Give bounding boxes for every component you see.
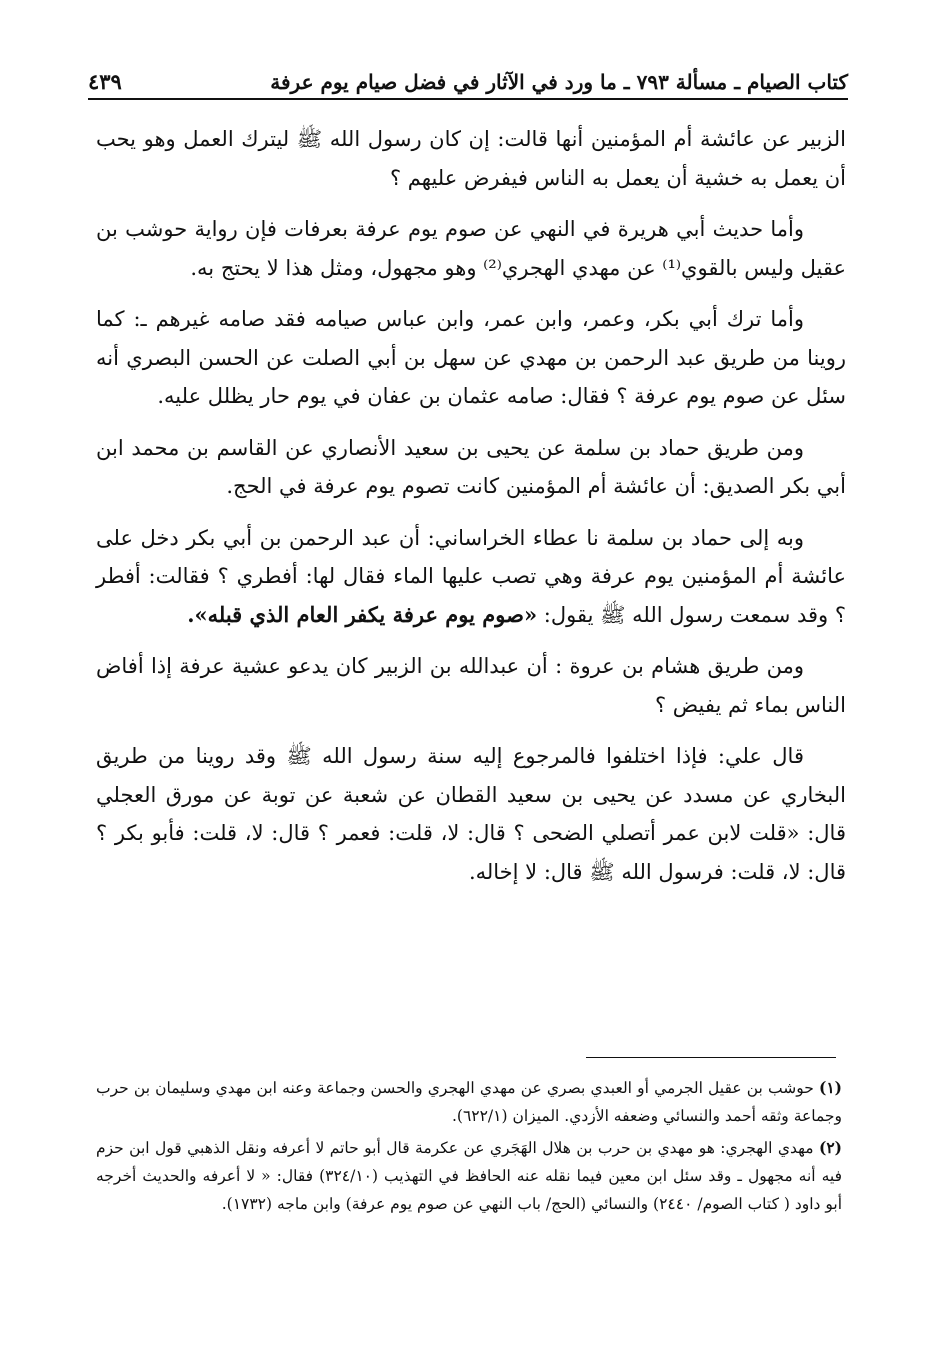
paragraph-2: وأما حديث أبي هريرة في النهي عن صوم يوم عرفة بعرفات فإن رواية حوشب بن عقيل وليس بالقوي⁽¹⁾ عن مهدي الهجري⁽²⁾ وهو مجهول، ومثل هذا لا يحتج به.: [96, 217, 846, 280]
footnote-1-number: (١): [818, 1078, 842, 1097]
hadith-quote: «صوم يوم عرفة يكفر العام الذي قبله».: [187, 601, 538, 627]
paragraph-6: ومن طريق هشام بن عروة : أن عبدالله بن الزبير كان يدعو عشية عرفة إذا أفاض الناس بماء ثم يفيض ؟: [96, 654, 846, 717]
footnote-1: [96, 1074, 842, 1130]
footnote-separator: [586, 1057, 836, 1058]
page-number: ٤٣٩: [88, 69, 122, 94]
paragraph-7: قال علي: فإذا اختلفوا فالمرجوع إليه سنة رسول الله ﷺ وقد روينا من طريق البخاري عن مسدد عن يحيى بن سعيد القطان عن شعبة عن توبة عن مورق العجلي قال: «قلت لابن عمر أتصلي الضحى ؟ قال: لا، قلت: فعمر ؟ قال: لا، قلت: فأبو بكر ؟ قال: لا، قلت: فرسول الله ﷺ قال: لا إخاله.: [96, 744, 846, 884]
footnote-2: [96, 1134, 842, 1218]
footnote-1-text: حوشب بن عقيل الجرمي أو العبدي بصري عن مهدي الهجري والحسن وجماعة وعنه ابن مهدي وسليمان بن حرب وجماعة وثقه أحمد والنسائي وضعفه الأزدي. الميزان (٦٢٢/١).: [96, 1079, 842, 1125]
running-header: [88, 56, 848, 100]
main-text: [96, 120, 846, 904]
paragraph-1: الزبير عن عائشة أم المؤمنين أنها قالت: إن كان رسول الله ﷺ ليترك العمل وهو يحب أن يعمل به خشية أن يعمل به الناس فيفرض عليهم ؟: [96, 127, 846, 190]
footnotes: [96, 1074, 842, 1222]
paragraph-3: وأما ترك أبي بكر، وعمر، وابن عمر، وابن عباس صيامه فقد صامه غيرهم ـ: كما روينا من طريق عبد الرحمن بن مهدي عن سهل بن أبي الصلت عن الحسن البصري أنه سئل عن صوم يوم عرفة ؟ فقال: صامه عثمان بن عفان في يوم حار يظلل عليه.: [96, 307, 846, 408]
footnote-2-text: مهدي الهجري: هو مهدي بن حرب بن هلال الهَجَري عن عكرمة قال أبو حاتم لا أعرفه ونقل الذهبي قول ابن حزم فيه أنه مجهول ـ وقد سئل ابن معين فيما نقله عنه الحافظ في التهذيب (٣٢٤/١٠) فقال: « لا أعرفه والحديث أخرجه أبو داود ( كتاب الصوم/ ٢٤٤٠) والنسائي (الحج/ باب النهي عن صوم يوم عرفة) وابن ماجه (١٧٣٢).: [96, 1139, 842, 1213]
header-title: كتاب الصيام ـ مسألة ٧٩٣ ـ ما ورد في الآثار في فضل صيام يوم عرفة: [270, 70, 848, 94]
paragraph-5-text: وبه إلى حماد بن سلمة نا عطاء الخراساني: أن عبد الرحمن بن أبي بكر دخل على عائشة أم المؤمنين يوم عرفة وهي تصب عليها الماء فقال لها: أفطري ؟ فقالت: أفطر ؟ وقد سمعت رسول الله ﷺ يقول:: [96, 525, 846, 627]
footnote-2-number: (٢): [818, 1138, 842, 1157]
paragraph-4: ومن طريق حماد بن سلمة عن يحيى بن سعيد الأنصاري عن القاسم بن محمد ابن أبي بكر الصديق: أن عائشة أم المؤمنين كانت تصوم يوم عرفة في الحج.: [96, 435, 846, 498]
paragraph-5: [96, 519, 846, 635]
